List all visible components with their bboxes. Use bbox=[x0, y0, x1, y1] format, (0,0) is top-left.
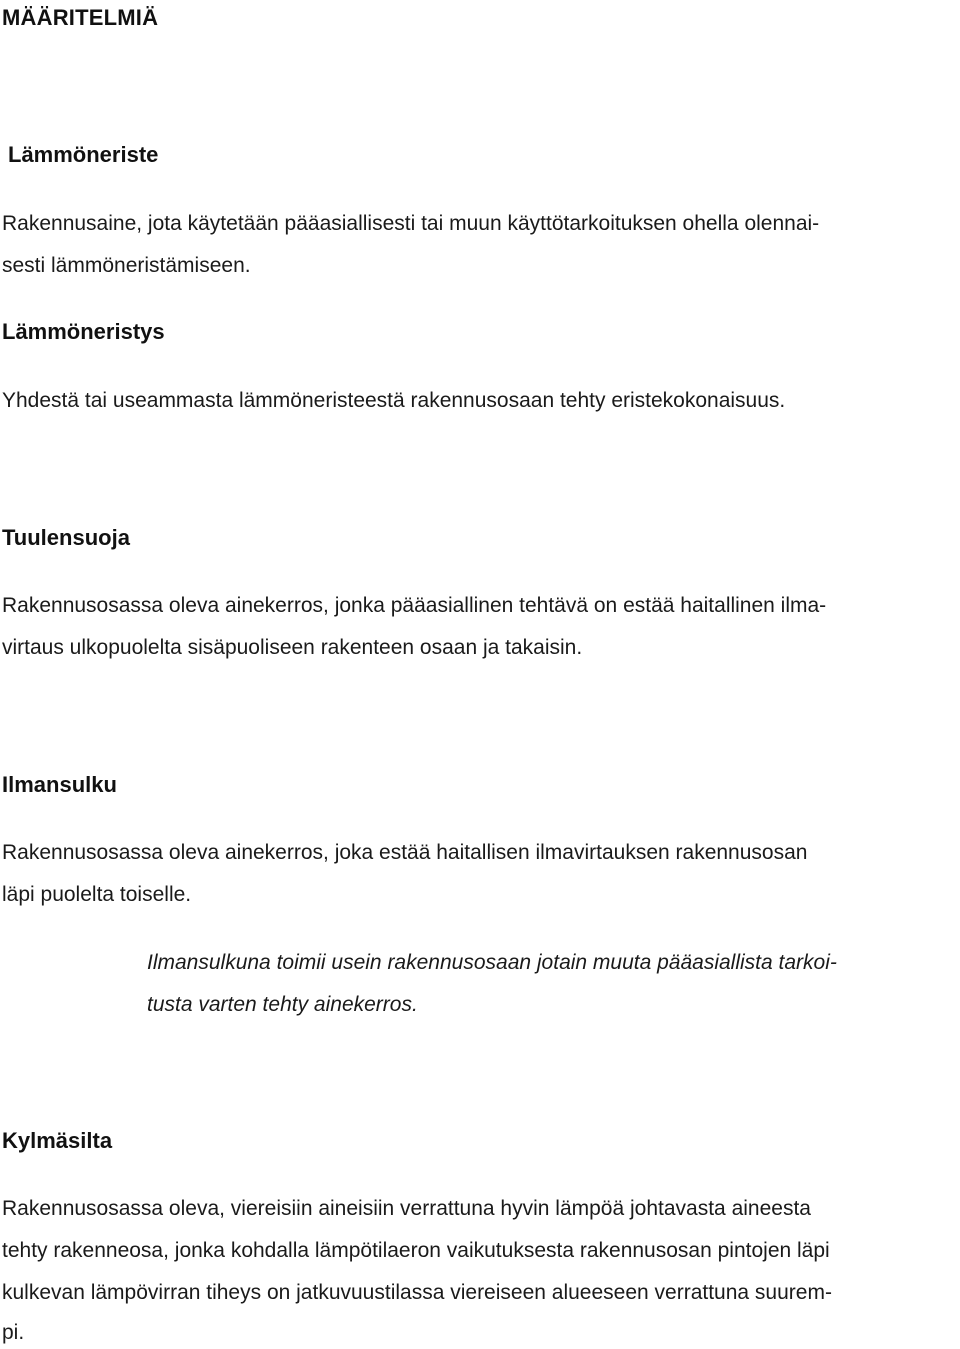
heading-kylmasilta: Kylmäsilta bbox=[2, 1128, 113, 1153]
note-line: Ilmansulkuna toimii usein rakennusosaan jotain muuta pääasiallista tarkoi- bbox=[147, 951, 837, 974]
definition-line: läpi puolelta toiselle. bbox=[2, 883, 192, 906]
definition-line: sesti lämmöneristämiseen. bbox=[2, 254, 251, 277]
heading-tuulensuoja: Tuulensuoja bbox=[2, 525, 130, 550]
heading-ilmansulku: Ilmansulku bbox=[2, 772, 117, 797]
definition-line: Yhdestä tai useammasta lämmöneristeestä rakennusosaan tehty eristekokonaisuus. bbox=[2, 389, 786, 412]
definition-line: Rakennusosassa oleva ainekerros, joka estää haitallisen ilmavirtauksen rakennusosan bbox=[2, 841, 808, 864]
heading-lammoneristys: Lämmöneristys bbox=[2, 319, 165, 344]
definition-line: virtaus ulkopuolelta sisäpuoliseen rakenteen osaan ja takaisin. bbox=[2, 636, 583, 659]
definition-line: Rakennusosassa oleva ainekerros, jonka pääasiallinen tehtävä on estää haitallinen ilma- bbox=[2, 594, 827, 617]
definition-line: tehty rakenneosa, jonka kohdalla lämpötilaeron vaikutuksesta rakennusosan pintojen läpi bbox=[2, 1239, 830, 1262]
note-line: tusta varten tehty ainekerros. bbox=[147, 993, 418, 1016]
definition-line: Rakennusosassa oleva, viereisiin aineisiin verrattuna hyvin lämpöä johtavasta aineesta bbox=[2, 1197, 811, 1220]
definition-line: pi. bbox=[2, 1321, 25, 1344]
heading-lammoneriste: Lämmöneriste bbox=[8, 142, 159, 167]
document-title: MÄÄRITELMIÄ bbox=[2, 5, 159, 30]
definition-line: kulkevan lämpövirran tiheys on jatkuvuustilassa viereiseen alueeseen verrattuna suurem- bbox=[2, 1281, 832, 1304]
definition-line: Rakennusaine, jota käytetään pääasiallisesti tai muun käyttötarkoituksen ohella olennai- bbox=[2, 212, 820, 235]
